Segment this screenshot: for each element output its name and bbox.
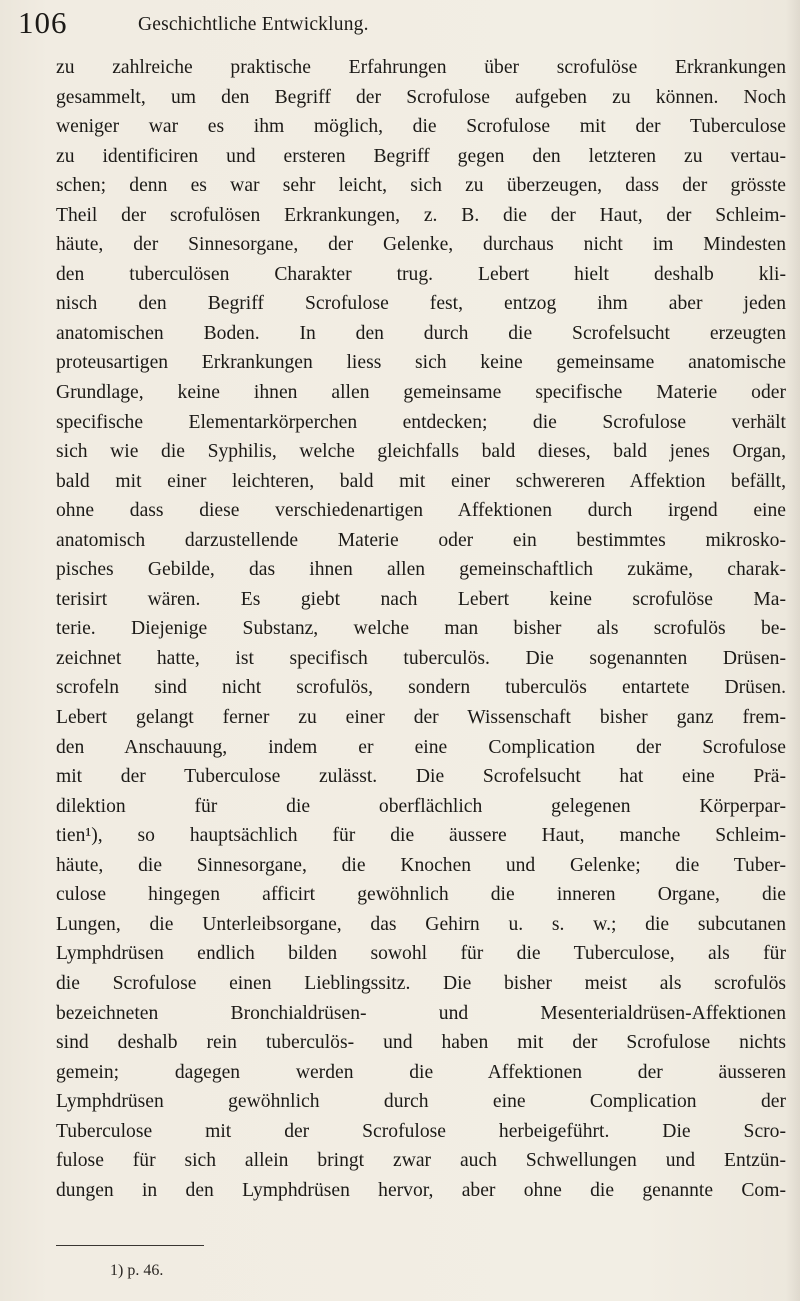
- text-line: anatomisch darzustellende Materie oder ein bestimmtes mikrosko-: [56, 529, 786, 551]
- text-line: dilektion für die oberflächlich gelegenen Körperpar-: [56, 795, 786, 817]
- text-line: terie. Diejenige Substanz, welche man bisher als scrofulös be-: [56, 618, 786, 640]
- text-line: terisirt wären. Es giebt nach Lebert keine scrofulöse Ma-: [56, 588, 786, 610]
- text-line: scrofeln sind nicht scrofulös, sondern tuberculös entartete Drüsen.: [56, 677, 786, 699]
- text-line: fulose für sich allein bringt zwar auch Schwellungen und Entzün-: [56, 1150, 786, 1172]
- text-line: die Scrofulose einen Lieblingssitz. Die bisher meist als scrofulös: [56, 972, 786, 994]
- footnote: 1) p. 46.: [110, 1262, 164, 1279]
- page-edge-shadow: [786, 0, 800, 1301]
- text-line: mit der Tuberculose zulässt. Die Scrofelsucht hat eine Prä-: [56, 766, 786, 788]
- body-text: [56, 53, 786, 1205]
- page-header: [18, 6, 740, 46]
- text-line: schen; denn es war sehr leicht, sich zu überzeugen, dass der grösste: [56, 175, 786, 197]
- text-line: den tuberculösen Charakter trug. Lebert hielt deshalb kli-: [56, 263, 786, 285]
- text-line: specifische Elementarkörperchen entdecken; die Scrofulose verhält: [56, 411, 786, 433]
- text-line: bald mit einer leichteren, bald mit einer schwereren Affektion befällt,: [56, 470, 786, 492]
- text-line: häute, die Sinnesorgane, die Knochen und Gelenke; die Tuber-: [56, 854, 786, 876]
- text-line: Grundlage, keine ihnen allen gemeinsame specifische Materie oder: [56, 382, 786, 404]
- text-line: nisch den Begriff Scrofulose fest, entzog ihm aber jeden: [56, 293, 786, 315]
- text-line: häute, der Sinnesorgane, der Gelenke, durchaus nicht im Mindesten: [56, 234, 786, 256]
- text-line: zeichnet hatte, ist specifisch tuberculös. Die sogenannten Drüsen-: [56, 647, 786, 669]
- text-line: proteusartigen Erkrankungen liess sich keine gemeinsame anatomische: [56, 352, 786, 374]
- text-line: Lymphdrüsen endlich bilden sowohl für die Tuberculose, als für: [56, 943, 786, 965]
- text-line: Lebert gelangt ferner zu einer der Wissenschaft bisher ganz frem-: [56, 707, 786, 729]
- text-line: den Anschauung, indem er eine Complication der Scrofulose: [56, 736, 786, 758]
- text-line: Lungen, die Unterleibsorgane, das Gehirn u. s. w.; die subcutanen: [56, 913, 786, 935]
- running-head: Geschichtliche Entwicklung.: [138, 14, 369, 35]
- text-line: Tuberculose mit der Scrofulose herbeigeführt. Die Scro-: [56, 1120, 786, 1142]
- text-line: sich wie die Syphilis, welche gleichfalls bald dieses, bald jenes Organ,: [56, 441, 786, 463]
- text-line: ohne dass diese verschiedenartigen Affektionen durch irgend eine: [56, 500, 786, 522]
- text-line: zu zahlreiche praktische Erfahrungen über scrofulöse Erkrankungen: [56, 57, 786, 78]
- page-number: 106: [18, 5, 68, 40]
- text-line: bezeichneten Bronchialdrüsen- und Mesenterialdrüsen-Affektionen: [56, 1002, 786, 1024]
- text-line: sind deshalb rein tuberculös- und haben mit der Scrofulose nichts: [56, 1032, 786, 1054]
- text-line: Lymphdrüsen gewöhnlich durch eine Complication der: [56, 1091, 786, 1113]
- text-line: dungen in den Lymphdrüsen hervor, aber ohne die genannte Com-: [56, 1179, 786, 1201]
- text-line: culose hingegen afficirt gewöhnlich die inneren Organe, die: [56, 884, 786, 906]
- text-line: zu identificiren und ersteren Begriff gegen den letzteren zu vertau-: [56, 145, 786, 167]
- text-line: gesammelt, um den Begriff der Scrofulose aufgeben zu können. Noch: [56, 86, 786, 108]
- text-line: Theil der scrofulösen Erkrankungen, z. B. die der Haut, der Schleim-: [56, 204, 786, 226]
- text-line: weniger war es ihm möglich, die Scrofulose mit der Tuberculose: [56, 116, 786, 138]
- text-line: pisches Gebilde, das ihnen allen gemeinschaftlich zukäme, charak-: [56, 559, 786, 581]
- footnote-divider: [56, 1245, 204, 1246]
- text-line: anatomischen Boden. In den durch die Scrofelsucht erzeugten: [56, 322, 786, 344]
- text-line: tien¹), so hauptsächlich für die äussere Haut, manche Schleim-: [56, 825, 786, 847]
- text-line: gemein; dagegen werden die Affektionen der äusseren: [56, 1061, 786, 1083]
